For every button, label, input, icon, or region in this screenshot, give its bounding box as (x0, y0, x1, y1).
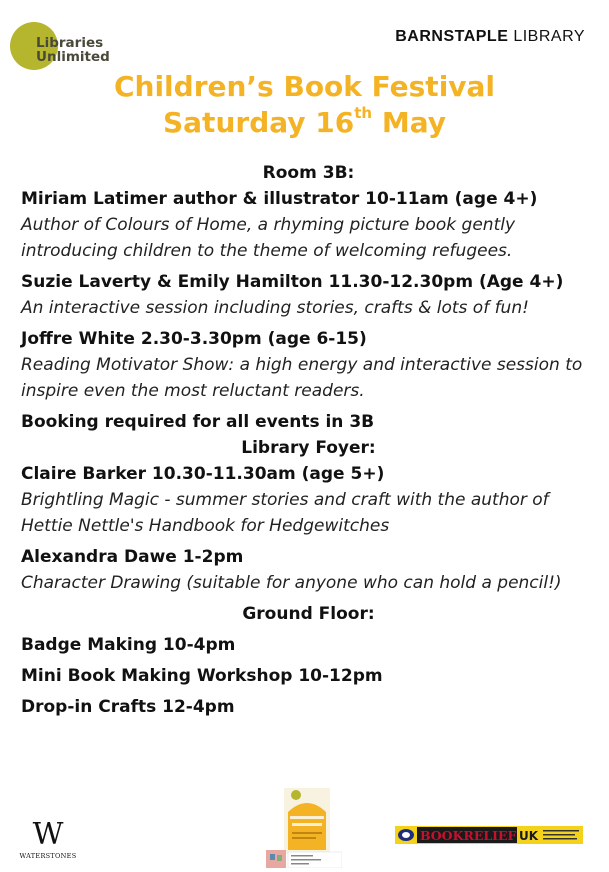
event-title: Miriam Latimer author & illustrator 10-11am (age 4+) (21, 189, 538, 209)
library-name (395, 28, 585, 46)
ground-floor-activity: Drop-in Crafts 12-4pm (21, 697, 235, 717)
room-3b-heading: Room 3B: (262, 163, 355, 183)
library-name-bold: BARNSTAPLE (395, 28, 509, 45)
waterstones-name: WATERSTONES (19, 852, 77, 860)
event-description: An interactive session including stories, crafts & lots of fun! (21, 298, 529, 318)
ground-floor-heading: Ground Floor: (242, 604, 375, 624)
waterstones-logo (18, 818, 78, 860)
festival-poster-thumbnail (266, 788, 342, 868)
festival-title: Children’s Book Festival (113, 70, 496, 103)
library-foyer-heading: Library Foyer: (241, 438, 376, 458)
booking-note: Booking required for all events in 3B (21, 412, 375, 432)
event-description: Reading Motivator Show: a high energy and interactive session to inspire even the most reluctant readers. (21, 355, 583, 401)
event-title: Suzie Laverty & Emily Hamilton 11.30-12.30pm (Age 4+) (21, 272, 564, 292)
ground-floor-activity: Mini Book Making Workshop 10-12pm (21, 666, 383, 686)
library-name-rest: LIBRARY (508, 28, 585, 45)
event-listing (21, 160, 596, 720)
bookrelief-uk-text: UK (519, 829, 539, 843)
waterstones-mark: W (32, 817, 64, 852)
bookrelief-text: BOOKRELIEF (420, 828, 517, 843)
event-description: Character Drawing (suitable for anyone who can hold a pencil!) (21, 573, 562, 593)
event-description: Author of Colours of Home, a rhyming picture book gently introducing children to the theme of welcoming refugees. (21, 215, 516, 261)
logo-line1: Libraries (36, 35, 104, 51)
festival-date: Saturday 16th May (163, 104, 446, 139)
event-title: Claire Barker 10.30-11.30am (age 5+) (21, 464, 385, 484)
event-title: Alexandra Dawe 1-2pm (21, 547, 244, 567)
logo-line2: Unlimited (36, 49, 110, 65)
event-title: Joffre White 2.30-3.30pm (age 6-15) (21, 329, 367, 349)
event-description: Brightling Magic - summer stories and craft with the author of Hettie Nettle's Handbook for Hedgewitches (21, 490, 549, 536)
ground-floor-activity: Badge Making 10-4pm (21, 635, 236, 655)
libraries-unlimited-logo (10, 22, 120, 74)
bookrelief-uk-logo (395, 826, 583, 844)
